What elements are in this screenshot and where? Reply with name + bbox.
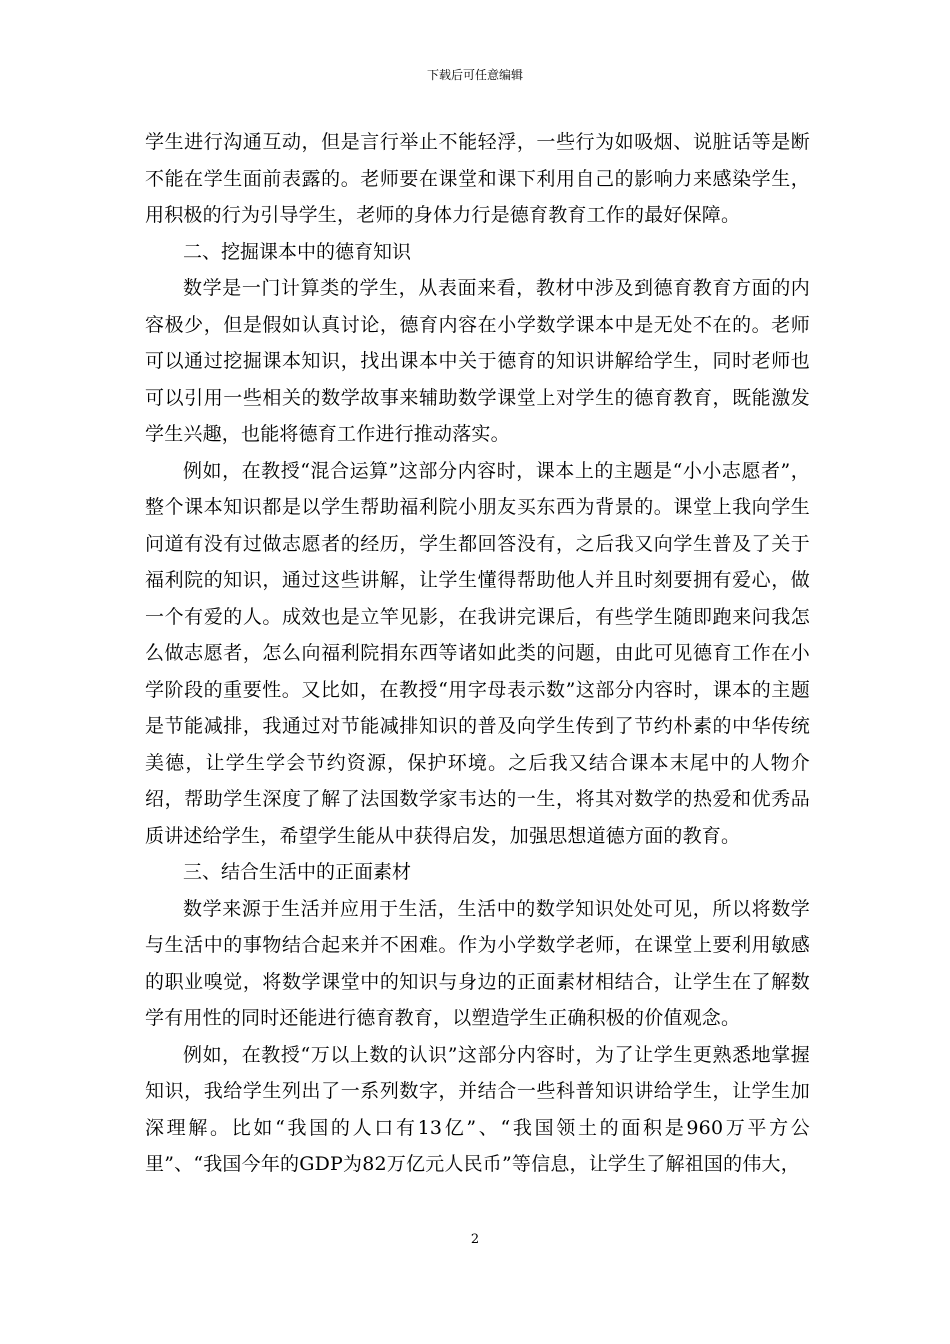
page-header: 下载后可任意编辑 [426,68,523,82]
section-heading-3: 三、结合生活中的正面素材 [183,861,412,883]
paragraph-continuation: 学生进行沟通互动，但是言行举止不能轻浮，一些行为如吸烟、说脏话等是断不能在学生面前表露的。老师要在课堂和课下利用自己的影响力来感染学生，用积极的行为引导学生，老师的身体力行是德育教育工作的最好保障。 [145,131,810,226]
page-number: 2 [470,1232,480,1247]
paragraph-mixed-operation-example: 例如，在教授“混合运算”这部分内容时，课本上的主题是“小小志愿者”，整个课本知识都是以学生帮助福利院小朋友买东西为背景的。课堂上我向学生问道有没有过做志愿者的经历，学生都回答没有，之后我又向学生普及了关于福利院的知识，通过这些讲解，让学生懂得帮助他人并且时刻要拥有爱心，做一个有爱的人。成效也是立竿见影，在我讲完课后，有些学生随即跑来问我怎么做志愿者，怎么向福利院捐东西等诸如此类的问题，由此可见德育工作在小学阶段的重要性。又比如，在教授“用字母表示数”这部分内容时，课本的主题是节能减排，我通过对节能减排知识的普及向学生传到了节约朴素的中华传统美德，让学生学会节约资源，保护环境。之后我又结合课本末尾中的人物介绍，帮助学生深度了解了法国数学家韦达的一生，将其对数学的热爱和优秀品质讲述给学生，希望学生能从中获得启发，加强思想道德方面的教育。 [145,459,810,847]
section-heading-2: 二、挖掘课本中的德育知识 [183,240,412,263]
document-body [145,124,810,1183]
paragraph-life-materials: 数学来源于生活并应用于生活，生活中的数学知识处处可见，所以将数学与生活中的事物结合起来并不困难。作为小学数学老师，在课堂上要利用敏感的职业嗅觉，将数学课堂中的知识与身边的正面素材相结合，让学生在了解数学有用性的同时还能进行德育教育，以塑造学生正确积极的价值观念。 [145,897,810,1029]
paragraph-large-numbers-example: 例如，在教授“万以上数的认识”这部分内容时，为了让学生更熟悉地掌握知识，我给学生列出了一系列数字，并结合一些科普知识讲给学生，让学生加深理解。比如“我国的人口有13亿”、“我国领土的面积是960万平方公里”、“我国今年的GDP为82万亿元人民币”等信息，让学生了解祖国的伟大， [145,1043,810,1175]
paragraph-math-moral-content: 数学是一门计算类的学生，从表面来看，教材中涉及到德育教育方面的内容极少，但是假如认真讨论，德育内容在小学数学课本中是无处不在的。老师可以通过挖掘课本知识，找出课本中关于德育的知识讲解给学生，同时老师也可以引用一些相关的数学故事来辅助数学课堂上对学生的德育教育，既能激发学生兴趣，也能将德育工作进行推动落实。 [145,277,810,445]
